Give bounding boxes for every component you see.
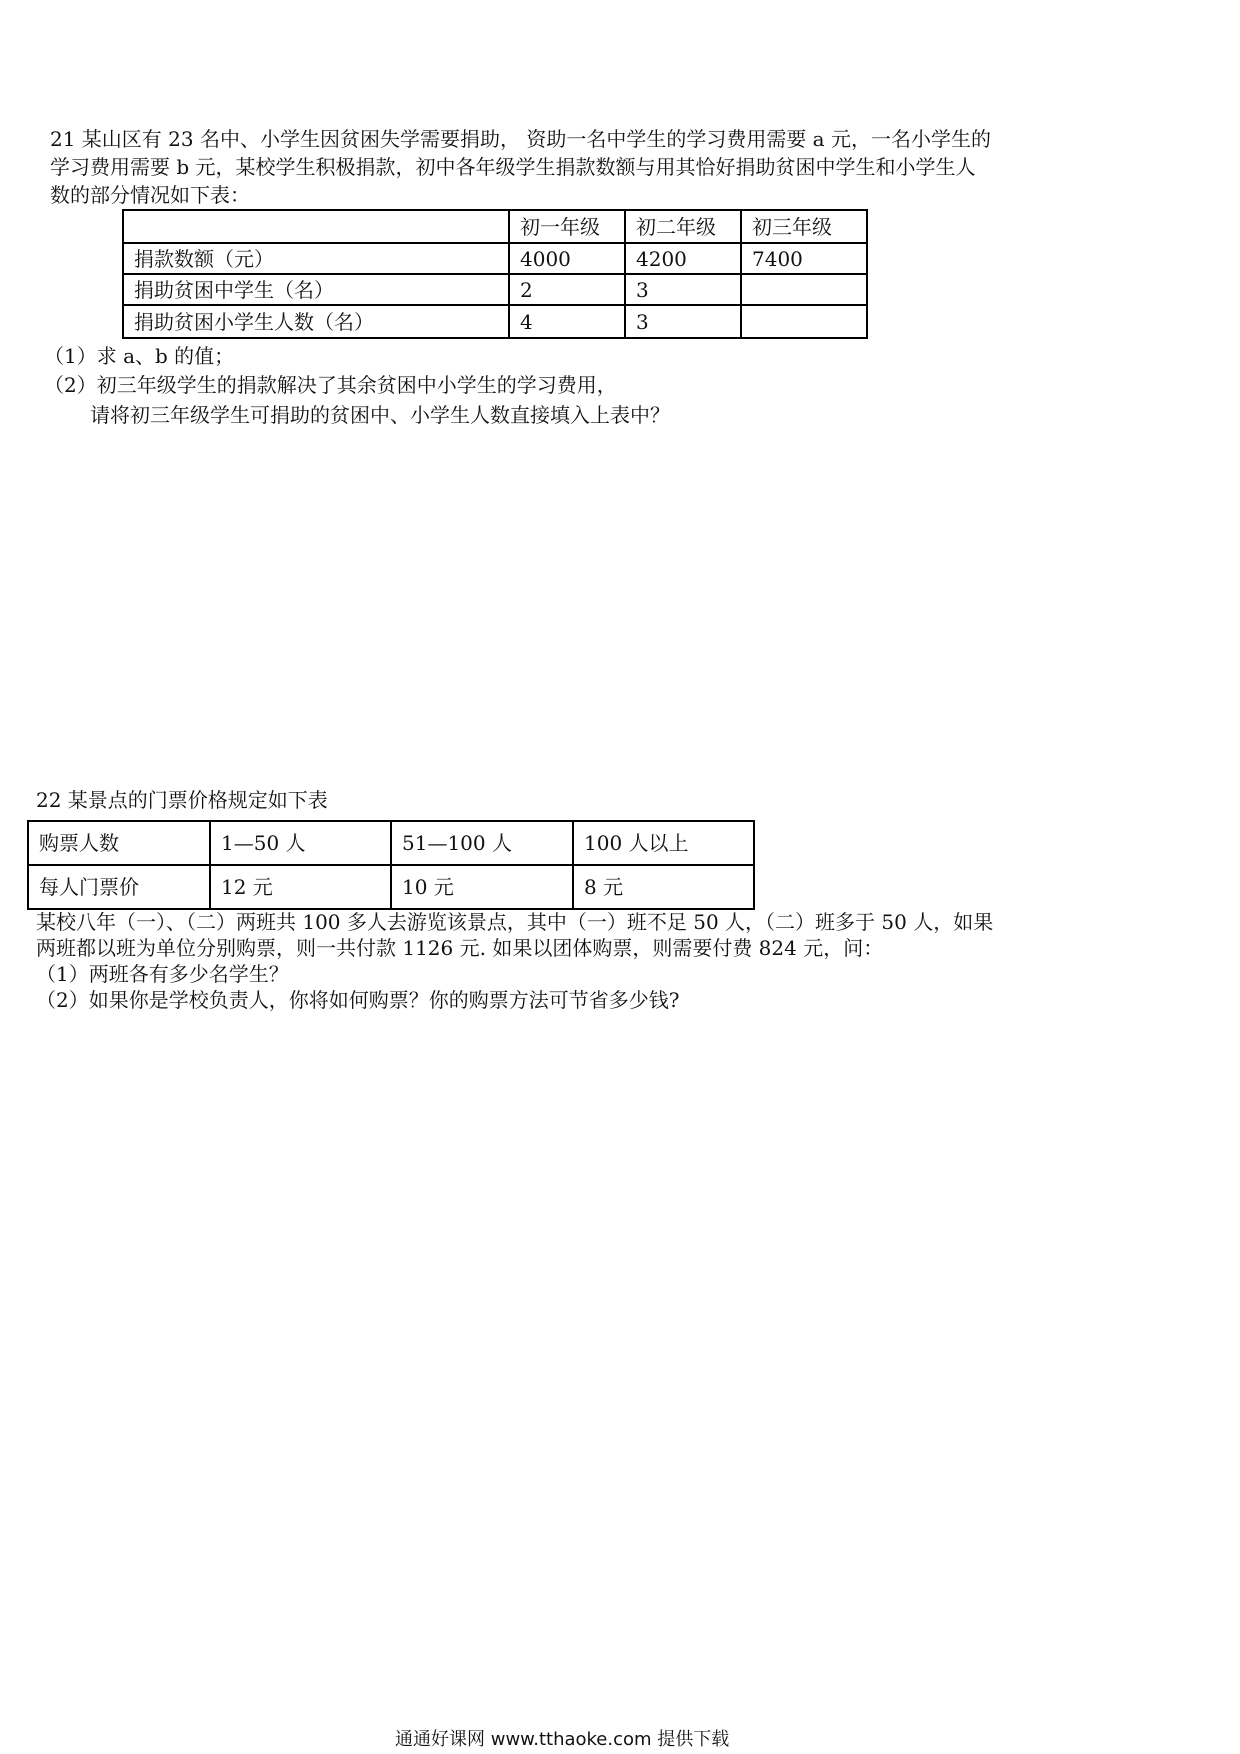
table-header-grade-3: 初三年级: [741, 210, 867, 243]
page-footer: 通通好课网 www.tthaoke.com 提供下载: [395, 1729, 730, 1750]
table-row: [123, 274, 867, 305]
table-row: [123, 210, 867, 243]
donation-table: [122, 209, 868, 339]
table-row-label: 每人门票价: [28, 865, 210, 909]
q22-question-2: （2）如果你是学校负责人，你将如何购票？你的购票方法可节省多少钱?: [36, 988, 680, 1012]
q21-line-3: 数的部分情况如下表：: [50, 183, 250, 207]
table-cell: 4000: [509, 243, 625, 274]
table-header-grade-1: 初一年级: [509, 210, 625, 243]
table-header-grade-2: 初二年级: [625, 210, 741, 243]
table-cell: 100 人以上: [573, 821, 754, 865]
q22-question-1: （1）两班各有多少名学生？: [36, 962, 289, 986]
q21-line-1: 21 某山区有 23 名中、小学生因贫困失学需要捐助， 资助一名中学生的学习费用需要 a 元，一名小学生的: [50, 127, 991, 151]
table-cell: 51—100 人: [391, 821, 573, 865]
q21-line-2: 学习费用需要 b 元，某校学生积极捐款，初中各年级学生捐款数额与用其恰好捐助贫困中学生和小学生人: [50, 155, 976, 179]
table-cell: 12 元: [210, 865, 391, 909]
table-row: [28, 821, 754, 865]
table-cell: 2: [509, 274, 625, 305]
table-cell: 1—50 人: [210, 821, 391, 865]
q22-line-2: 两班都以班为单位分别购票，则一共付款 1126 元. 如果以团体购票，则需要付费 824 元，问：: [36, 936, 884, 960]
table-cell-blank: [741, 274, 867, 305]
ticket-price-table: [27, 820, 755, 910]
table-row: [123, 243, 867, 274]
table-row: [123, 305, 867, 338]
table-row-label: 捐助贫困中学生（名）: [123, 274, 509, 305]
q21-question-1: （1）求 a、b 的值；: [44, 344, 235, 368]
table-cell: 3: [625, 305, 741, 338]
table-cell: 10 元: [391, 865, 573, 909]
table-cell: 4200: [625, 243, 741, 274]
q21-question-2: （2）初三年级学生的捐款解决了其余贫困中小学生的学习费用，: [44, 373, 617, 397]
table-cell: [123, 210, 509, 243]
q22-title: 22 某景点的门票价格规定如下表: [36, 788, 328, 812]
table-row-label: 捐助贫困小学生人数（名）: [123, 305, 509, 338]
table-row-label: 购票人数: [28, 821, 210, 865]
table-cell: 4: [509, 305, 625, 338]
table-row-label: 捐款数额（元）: [123, 243, 509, 274]
table-cell: 8 元: [573, 865, 754, 909]
q22-line-1: 某校八年（一）、（二）两班共 100 多人去游览该景点，其中（一）班不足 50 人，（二）班多于 50 人，如果: [36, 910, 994, 934]
table-cell: 7400: [741, 243, 867, 274]
table-row: [28, 865, 754, 909]
table-cell: 3: [625, 274, 741, 305]
q21-question-2-cont: 请将初三年级学生可捐助的贫困中、小学生人数直接填入上表中？: [90, 403, 670, 427]
table-cell-blank: [741, 305, 867, 338]
